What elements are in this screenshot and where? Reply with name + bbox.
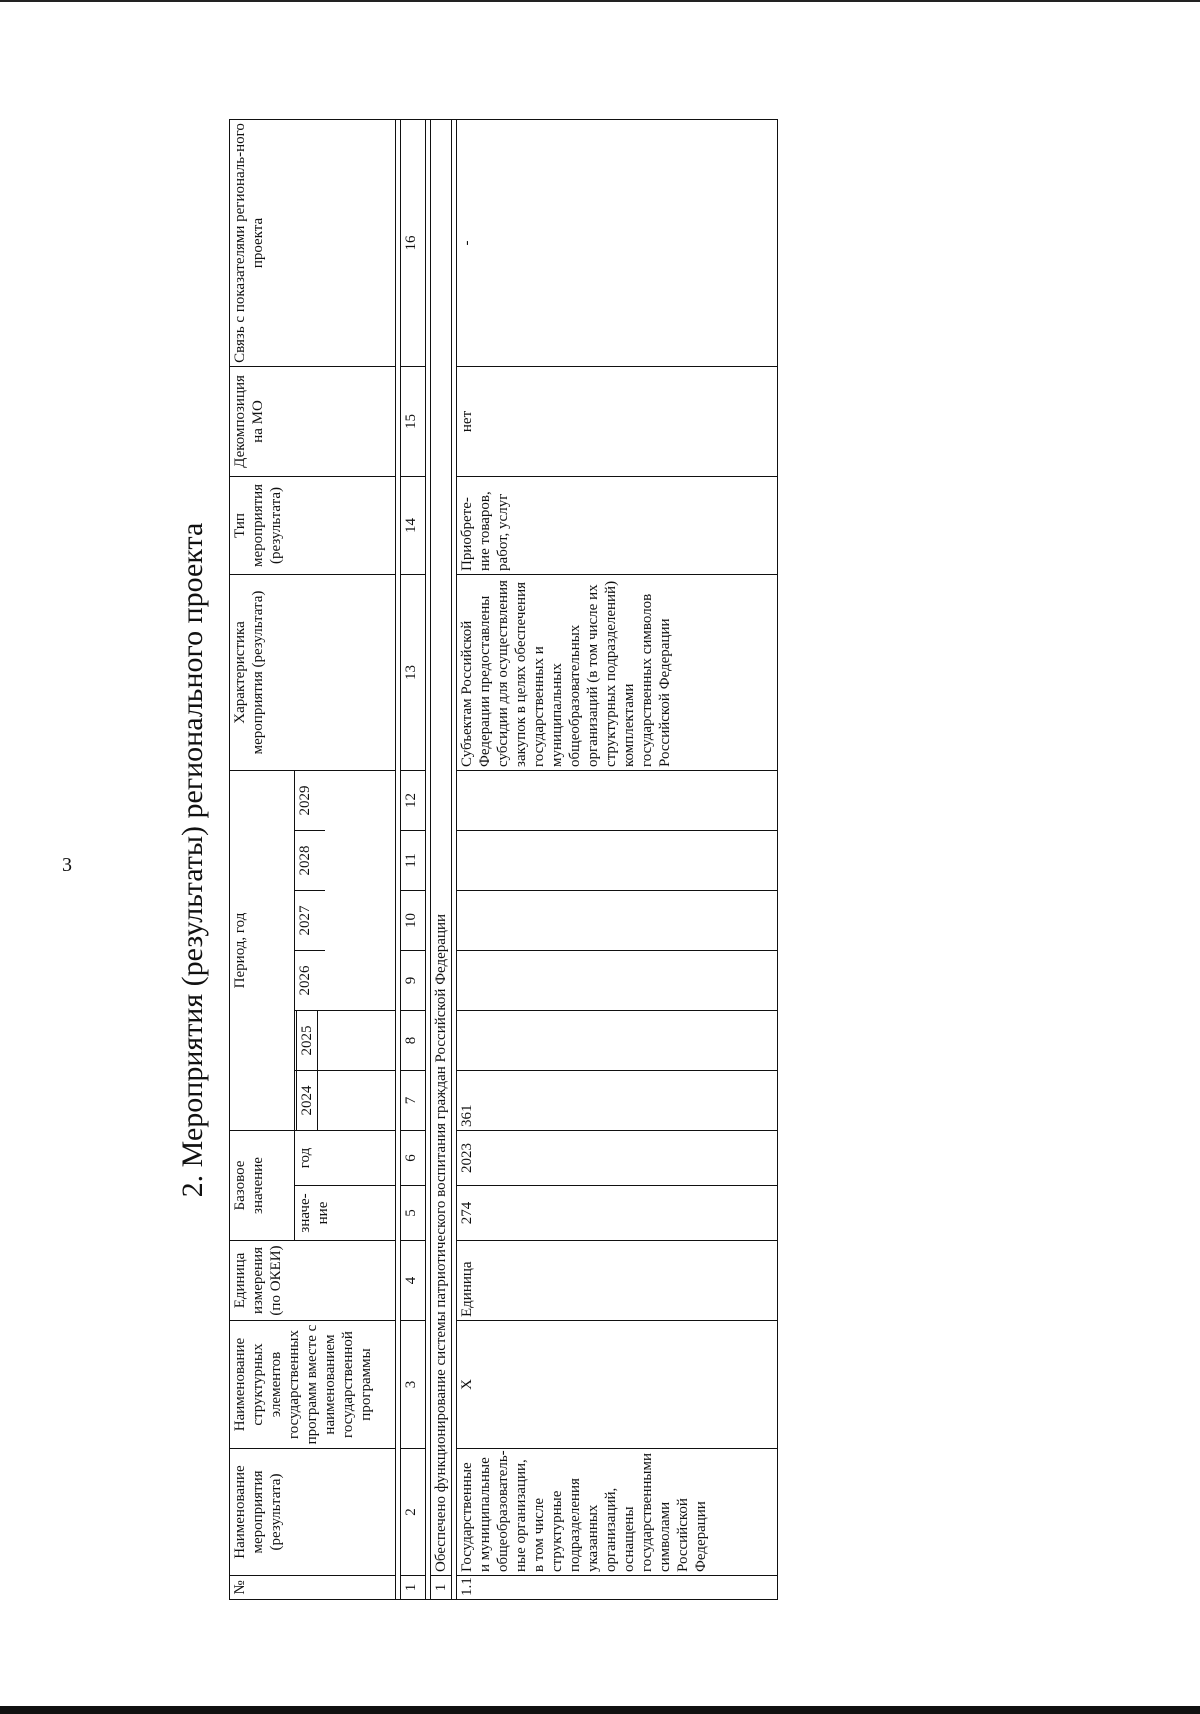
header-unit: Единица измерения (по ОКЕИ) <box>230 1241 396 1321</box>
header-year-2025: 2025 <box>296 1011 318 1070</box>
page-top-edge <box>0 0 1200 2</box>
header-link: Связь с показателями региональ-ного проекта <box>230 119 396 366</box>
header-row-1 <box>230 119 295 1599</box>
colnum-10: 10 <box>401 890 426 950</box>
section-row <box>431 119 452 1599</box>
row-structural: Х <box>457 1321 778 1449</box>
colnum-7: 7 <box>401 1070 426 1130</box>
header-year-2029: 2029 <box>295 770 326 830</box>
colnum-1: 1 <box>401 1576 426 1600</box>
section-title: Обеспечено функционирование системы патриотического воспитания граждан Российской Федерации <box>431 119 452 1575</box>
header-year-2025-spacer <box>295 1010 396 1070</box>
row-type: Приобрете-ние товаров, работ, услуг <box>457 476 778 574</box>
row-base-year: 2023 <box>457 1130 778 1185</box>
measures-table <box>229 119 778 1600</box>
header-period: Период, год <box>230 770 295 1130</box>
colnum-14: 14 <box>401 476 426 574</box>
header-type: Тип мероприятия (результата) <box>230 476 396 574</box>
colnum-11: 11 <box>401 830 426 890</box>
header-measure-name: Наименование мероприятия (результата) <box>230 1449 396 1576</box>
header-years-blank <box>325 770 396 1010</box>
header-decomposition: Декомпозиция на МО <box>230 366 396 476</box>
colnum-12: 12 <box>401 770 426 830</box>
document-title: 2. Мероприятия (результаты) регионального проекта <box>176 522 209 1198</box>
row-year-2024: 361 <box>457 1070 778 1130</box>
row-year-2025 <box>457 1010 778 1070</box>
section-number: 1 <box>431 1576 452 1600</box>
row-decomposition: нет <box>457 366 778 476</box>
row-measure-name: Государственные и муниципальные общеобразователь-ные организации, в том числе структурные подразделения указанных организаций, оснащены государственными символами Российской Федерации <box>457 1449 778 1576</box>
colnum-3: 3 <box>401 1321 426 1449</box>
row-base-value: 274 <box>457 1186 778 1241</box>
header-year-2026: 2026 <box>295 950 326 1010</box>
header-number: № <box>230 1576 396 1600</box>
row-year-2028 <box>457 830 778 890</box>
row-link: - <box>457 119 778 366</box>
header-characteristic: Характеристика мероприятия (результата) <box>230 574 396 770</box>
header-year-2028: 2028 <box>295 830 326 890</box>
colnum-5: 5 <box>401 1186 426 1241</box>
table-row <box>457 119 778 1599</box>
row-year-2029 <box>457 770 778 830</box>
page-number: 3 <box>62 854 72 876</box>
header-base-value-sub: значе-ние <box>295 1186 396 1241</box>
row-year-2026 <box>457 950 778 1010</box>
header-structural-elements: Наименование структурных элементов государственных программ вместе с наименованием государственной программы <box>230 1321 396 1449</box>
colnum-2: 2 <box>401 1449 426 1576</box>
page-bottom-edge <box>0 1706 1200 1714</box>
row-unit: Единица <box>457 1241 778 1321</box>
header-base-year-sub: год <box>295 1130 396 1185</box>
colnum-13: 13 <box>401 574 426 770</box>
header-year-2024: 2024 <box>296 1071 318 1130</box>
rotated-content <box>175 120 755 1600</box>
row-number: 1.1 <box>457 1576 778 1600</box>
colnum-9: 9 <box>401 950 426 1010</box>
colnum-6: 6 <box>401 1130 426 1185</box>
colnum-8: 8 <box>401 1010 426 1070</box>
header-year-2024-spacer <box>295 1070 396 1130</box>
colnum-4: 4 <box>401 1241 426 1321</box>
row-characteristic: Субъектам Российской Федерации предоставлены субсидии для осуществления закупок в целях обеспечения государственных и муниципальных общеобразовательных организаций (в том числе их структурных подразделений) комплектами государственных символов Российской Федерации <box>457 574 778 770</box>
row-year-2027 <box>457 890 778 950</box>
column-numbers-row <box>401 119 426 1599</box>
header-year-2027: 2027 <box>295 890 326 950</box>
header-base-value: Базовое значение <box>230 1130 295 1240</box>
colnum-16: 16 <box>401 119 426 366</box>
colnum-15: 15 <box>401 366 426 476</box>
